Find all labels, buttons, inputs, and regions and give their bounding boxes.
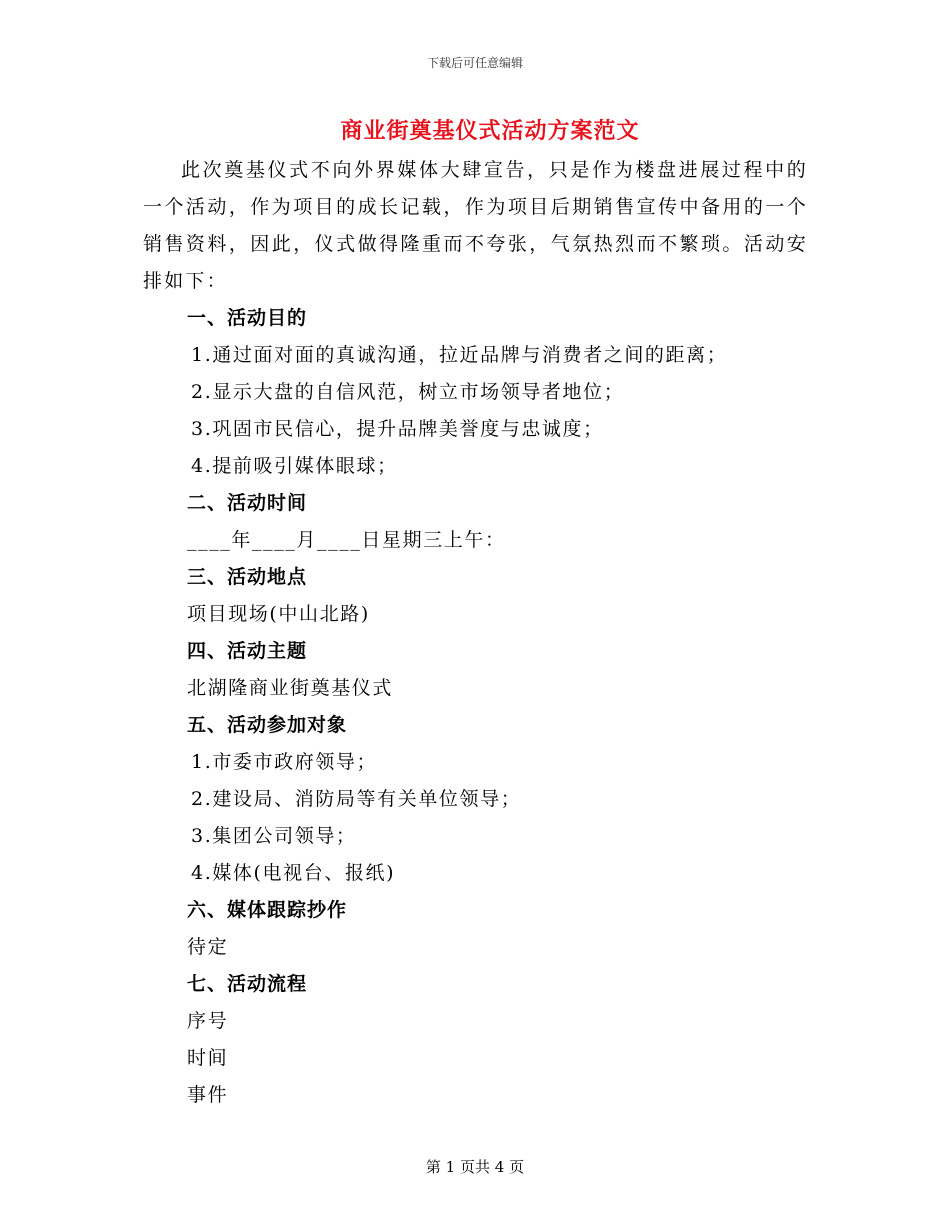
document-body: [143, 152, 808, 1114]
section-heading-process: 七、活动流程: [187, 973, 308, 995]
section-heading-theme: 四、活动主题: [187, 640, 308, 662]
process-line-time: 时间: [187, 1047, 229, 1069]
process-line-number: 序号: [187, 1010, 229, 1032]
process-line-event: 事件: [187, 1084, 229, 1106]
list-item: 4.提前吸引媒体眼球；: [191, 455, 398, 477]
section-heading-time: 二、活动时间: [187, 492, 308, 514]
media-text: 待定: [187, 936, 229, 958]
list-item: 2.显示大盘的自信风范，树立市场领导者地位；: [191, 381, 625, 403]
section-heading-media: 六、媒体跟踪抄作: [187, 899, 348, 921]
list-item: 1.通过面对面的真诚沟通，拉近品牌与消费者之间的距离；: [191, 344, 728, 366]
page-footer: 第 1 页共 4 页: [425, 1158, 525, 1176]
list-item: 3.巩固市民信心，提升品牌美誉度与忠诚度；: [191, 418, 604, 440]
list-item: 4.媒体(电视台、报纸): [191, 862, 396, 884]
section-heading-purpose: 一、活动目的: [187, 307, 308, 329]
list-item: 1.市委市政府领导；: [191, 751, 378, 773]
intro-paragraph: 此次奠基仪式不向外界媒体大肆宣告，只是作为楼盘进展过程中的一个活动，作为项目的成长记载，作为项目后期销售宣传中备用的一个销售资料，因此，仪式做得隆重而不夸张，气氛热烈而不繁琐。活动安排如下：: [143, 159, 808, 292]
header-note: 下载后可任意编辑: [426, 56, 523, 70]
activity-time-text: ____年____月____日星期三上午：: [187, 529, 506, 551]
section-heading-location: 三、活动地点: [187, 566, 308, 588]
document-title: 商业街奠基仪式活动方案范文: [340, 118, 640, 144]
list-item: 2.建设局、消防局等有关单位领导；: [191, 788, 522, 810]
section-heading-participants: 五、活动参加对象: [187, 714, 348, 736]
activity-location-text: 项目现场(中山北路): [187, 603, 370, 625]
list-item: 3.集团公司领导；: [191, 825, 357, 847]
activity-theme-text: 北湖隆商业街奠基仪式: [187, 677, 394, 699]
